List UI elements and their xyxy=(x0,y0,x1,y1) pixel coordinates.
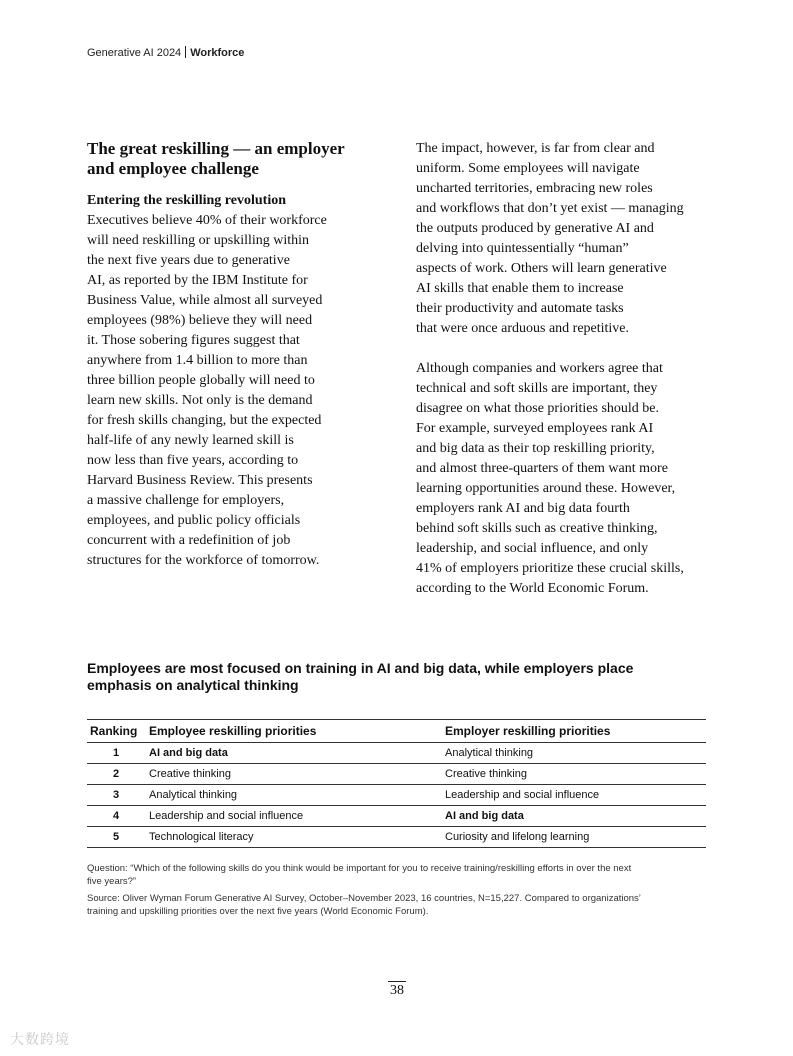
employee-priority-cell: Analytical thinking xyxy=(145,785,445,806)
body-line: their productivity and automate tasks xyxy=(416,301,624,316)
body-line: behind soft skills such as creative thinking, xyxy=(416,521,658,536)
body-line: three billion people globally will need to xyxy=(87,373,315,388)
table-row xyxy=(87,785,706,806)
subheading: Entering the reskilling revolution xyxy=(87,193,286,208)
watermark xyxy=(10,1029,70,1049)
page-number: 38 xyxy=(390,983,404,998)
body-line: learning opportunities around these. However, xyxy=(416,481,676,496)
employer-priority-cell: AI and big data xyxy=(445,806,706,827)
table-row xyxy=(87,806,706,827)
right-column xyxy=(416,139,716,599)
body-line: 41% of employers prioritize these crucial skills, xyxy=(416,561,684,576)
body-line: employers rank AI and big data fourth xyxy=(416,501,630,516)
note-line: Question: “Which of the following skills do you think would be important for you to receive training/reskilling efforts in over the next xyxy=(87,863,632,874)
employee-priority-cell: AI and big data xyxy=(145,743,445,764)
table-row xyxy=(87,764,706,785)
employer-priority-cell: Curiosity and lifelong learning xyxy=(445,827,706,848)
body-line: Business Value, while almost all surveyed xyxy=(87,293,323,308)
rank-cell: 2 xyxy=(87,764,145,785)
body-line: will need reskilling or upskilling within xyxy=(87,233,310,248)
body-line: employees (98%) believe they will need xyxy=(87,313,313,328)
body-line: anywhere from 1.4 billion to more than xyxy=(87,353,308,368)
employee-priority-cell: Creative thinking xyxy=(145,764,445,785)
body-line: Harvard Business Review. This presents xyxy=(87,473,313,488)
body-line: that were once arduous and repetitive. xyxy=(416,321,630,336)
table-header-row xyxy=(87,720,706,743)
table-row xyxy=(87,743,706,764)
watermark-text: 大数跨境 xyxy=(10,1032,70,1048)
body-line: uniform. Some employees will navigate xyxy=(416,161,640,176)
article-heading-line: The great reskilling — an employer xyxy=(87,139,345,158)
table-title-line: Employees are most focused on training in AI and big data, while employers place xyxy=(87,660,634,676)
body-line: the outputs produced by generative AI and xyxy=(416,221,654,236)
employee-priority-cell: Technological literacy xyxy=(145,827,445,848)
column-header-ranking: Ranking xyxy=(87,720,145,743)
body-line: a massive challenge for employers, xyxy=(87,493,285,508)
section-name: Workforce xyxy=(190,47,245,59)
table-title xyxy=(87,660,707,694)
body-line: half-life of any newly learned skill is xyxy=(87,433,294,448)
body-line: concurrent with a redefinition of job xyxy=(87,533,291,548)
body-line: Although companies and workers agree that xyxy=(416,361,663,376)
body-line: AI skills that enable them to increase xyxy=(416,281,624,296)
column-header-employer: Employer reskilling priorities xyxy=(445,720,706,743)
employer-priority-cell: Leadership and social influence xyxy=(445,785,706,806)
body-line: technical and soft skills are important, they xyxy=(416,381,658,396)
body-line: leadership, and social influence, and only xyxy=(416,541,649,556)
employee-priority-cell: Leadership and social influence xyxy=(145,806,445,827)
header-divider xyxy=(185,46,186,58)
body-line: and workflows that don’t yet exist — managing xyxy=(416,201,684,216)
body-line: learn new skills. Not only is the demand xyxy=(87,393,313,408)
note-line: five years?” xyxy=(87,876,137,887)
note-line: training and upskilling priorities over the next five years (World Economic Forum). xyxy=(87,906,429,917)
rank-cell: 3 xyxy=(87,785,145,806)
employer-priority-cell: Analytical thinking xyxy=(445,743,706,764)
note-line: Source: Oliver Wyman Forum Generative AI Survey, October–November 2023, 16 countries, N=15,227. Compared to organizations’ xyxy=(87,893,641,904)
rank-cell: 4 xyxy=(87,806,145,827)
page-header xyxy=(87,46,244,59)
employer-priority-cell: Creative thinking xyxy=(445,764,706,785)
body-line: delving into quintessentially “human” xyxy=(416,241,629,256)
left-column xyxy=(87,139,387,571)
article-heading-line: and employee challenge xyxy=(87,159,259,178)
body-line: AI, as reported by the IBM Institute for xyxy=(87,273,308,288)
body-line: and big data as their top reskilling priority, xyxy=(416,441,655,456)
body-line: Executives believe 40% of their workforce xyxy=(87,213,327,228)
rank-cell: 5 xyxy=(87,827,145,848)
rank-cell: 1 xyxy=(87,743,145,764)
table-row xyxy=(87,827,706,848)
body-line: it. Those sobering figures suggest that xyxy=(87,333,300,348)
report-title: Generative AI 2024 xyxy=(87,47,182,59)
body-line: employees, and public policy officials xyxy=(87,513,301,528)
body-line: For example, surveyed employees rank AI xyxy=(416,421,654,436)
body-line: and almost three-quarters of them want more xyxy=(416,461,668,476)
body-line: for fresh skills changing, but the expected xyxy=(87,413,322,428)
table-title-line: emphasis on analytical thinking xyxy=(87,677,299,693)
survey-question-note xyxy=(87,862,707,888)
column-header-employee: Employee reskilling priorities xyxy=(145,720,445,743)
body-line: according to the World Economic Forum. xyxy=(416,581,649,596)
body-line: uncharted territories, embracing new roles xyxy=(416,181,653,196)
body-line: the next five years due to generative xyxy=(87,253,290,268)
reskilling-priorities-table xyxy=(87,719,706,848)
body-line: disagree on what those priorities should be. xyxy=(416,401,660,416)
body-line: The impact, however, is far from clear and xyxy=(416,141,655,156)
body-line: structures for the workforce of tomorrow. xyxy=(87,553,320,568)
source-note xyxy=(87,892,707,918)
body-line: now less than five years, according to xyxy=(87,453,299,468)
body-line: aspects of work. Others will learn generative xyxy=(416,261,667,276)
